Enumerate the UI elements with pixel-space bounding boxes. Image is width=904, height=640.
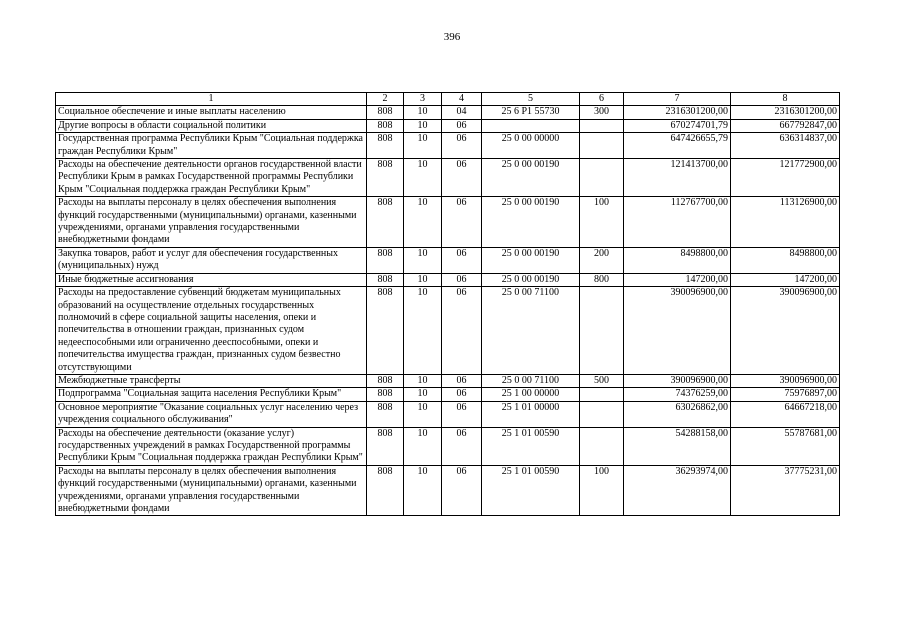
cell-target-article: 25 1 01 00590 bbox=[482, 427, 580, 465]
table-row bbox=[56, 197, 840, 248]
cell-name: Расходы на предоставление субвенций бюджетам муниципальных образований на осуществление отдельных государственных полномочий в сфере социальной защиты населения, опеки и попечительства в отношении граждан, признанных судом недееспособными или ограниченно дееспособными, опеки и попечительства имущества граждан, признанных судом безвестно отсутствующими bbox=[56, 287, 367, 375]
cell-subsection: 06 bbox=[442, 374, 482, 387]
cell-target-article: 25 0 00 00190 bbox=[482, 247, 580, 273]
cell-expense-type bbox=[580, 133, 624, 159]
cell-name: Подпрограмма "Социальная защита населения Республики Крым" bbox=[56, 388, 367, 401]
cell-amount-2024: 64667218,00 bbox=[731, 401, 840, 427]
cell-ministry: 808 bbox=[367, 388, 404, 401]
cell-ministry: 808 bbox=[367, 374, 404, 387]
cell-expense-type: 100 bbox=[580, 197, 624, 248]
cell-name: Основное мероприятие "Оказание социальных услуг населению через учреждения социального обслуживания" bbox=[56, 401, 367, 427]
cell-expense-type bbox=[580, 388, 624, 401]
column-header: 4 bbox=[442, 93, 482, 106]
cell-expense-type: 500 bbox=[580, 374, 624, 387]
cell-section: 10 bbox=[404, 427, 442, 465]
table-row bbox=[56, 273, 840, 286]
cell-amount-2023: 390096900,00 bbox=[624, 374, 731, 387]
budget-table bbox=[55, 92, 840, 516]
cell-expense-type: 100 bbox=[580, 465, 624, 516]
cell-section: 10 bbox=[404, 159, 442, 197]
cell-ministry: 808 bbox=[367, 465, 404, 516]
cell-subsection: 06 bbox=[442, 159, 482, 197]
table-row bbox=[56, 427, 840, 465]
cell-amount-2024: 8498800,00 bbox=[731, 247, 840, 273]
cell-amount-2024: 667792847,00 bbox=[731, 119, 840, 132]
cell-amount-2023: 2316301200,00 bbox=[624, 106, 731, 119]
cell-target-article: 25 1 00 00000 bbox=[482, 388, 580, 401]
table-row bbox=[56, 247, 840, 273]
cell-name: Расходы на обеспечение деятельности органов государственной власти Республики Крым в рамках Государственной программы Республики Крым "Социальная поддержка граждан Республики Крым" bbox=[56, 159, 367, 197]
cell-ministry: 808 bbox=[367, 247, 404, 273]
cell-subsection: 06 bbox=[442, 287, 482, 375]
cell-ministry: 808 bbox=[367, 273, 404, 286]
cell-amount-2023: 670274701,79 bbox=[624, 119, 731, 132]
cell-section: 10 bbox=[404, 287, 442, 375]
cell-ministry: 808 bbox=[367, 197, 404, 248]
cell-ministry: 808 bbox=[367, 427, 404, 465]
cell-subsection: 06 bbox=[442, 133, 482, 159]
table-row bbox=[56, 119, 840, 132]
column-header: 3 bbox=[404, 93, 442, 106]
cell-target-article: 25 0 00 00190 bbox=[482, 273, 580, 286]
cell-amount-2023: 647426655,79 bbox=[624, 133, 731, 159]
table-row bbox=[56, 388, 840, 401]
cell-target-article: 25 6 P1 55730 bbox=[482, 106, 580, 119]
cell-target-article: 25 0 00 00190 bbox=[482, 197, 580, 248]
table-row bbox=[56, 465, 840, 516]
cell-subsection: 06 bbox=[442, 401, 482, 427]
cell-ministry: 808 bbox=[367, 159, 404, 197]
cell-subsection: 06 bbox=[442, 273, 482, 286]
column-header: 6 bbox=[580, 93, 624, 106]
cell-amount-2023: 36293974,00 bbox=[624, 465, 731, 516]
cell-section: 10 bbox=[404, 388, 442, 401]
cell-subsection: 06 bbox=[442, 247, 482, 273]
cell-target-article: 25 0 00 00000 bbox=[482, 133, 580, 159]
cell-section: 10 bbox=[404, 273, 442, 286]
cell-section: 10 bbox=[404, 119, 442, 132]
cell-name: Расходы на обеспечение деятельности (оказание услуг) государственных учреждений в рамках Государственной программы Республики Крым "Социальная поддержка граждан Республики Крым" bbox=[56, 427, 367, 465]
cell-target-article: 25 1 01 00000 bbox=[482, 401, 580, 427]
cell-target-article: 25 0 00 71100 bbox=[482, 374, 580, 387]
cell-name: Социальное обеспечение и иные выплаты населению bbox=[56, 106, 367, 119]
column-header: 7 bbox=[624, 93, 731, 106]
cell-expense-type: 300 bbox=[580, 106, 624, 119]
cell-amount-2024: 2316301200,00 bbox=[731, 106, 840, 119]
cell-amount-2024: 390096900,00 bbox=[731, 374, 840, 387]
cell-expense-type bbox=[580, 119, 624, 132]
cell-name: Иные бюджетные ассигнования bbox=[56, 273, 367, 286]
table-row bbox=[56, 106, 840, 119]
cell-subsection: 04 bbox=[442, 106, 482, 119]
cell-amount-2024: 37775231,00 bbox=[731, 465, 840, 516]
column-header: 1 bbox=[56, 93, 367, 106]
table-header bbox=[56, 93, 840, 106]
cell-amount-2024: 636314837,00 bbox=[731, 133, 840, 159]
cell-subsection: 06 bbox=[442, 119, 482, 132]
cell-expense-type bbox=[580, 287, 624, 375]
table-row bbox=[56, 133, 840, 159]
cell-name: Расходы на выплаты персоналу в целях обеспечения выполнения функций государственными (муниципальными) органами, казенными учреждениями, органами управления государственными внебюджетными фондами bbox=[56, 197, 367, 248]
table-row bbox=[56, 159, 840, 197]
cell-amount-2024: 55787681,00 bbox=[731, 427, 840, 465]
cell-ministry: 808 bbox=[367, 119, 404, 132]
cell-subsection: 06 bbox=[442, 427, 482, 465]
cell-subsection: 06 bbox=[442, 197, 482, 248]
cell-name: Межбюджетные трансферты bbox=[56, 374, 367, 387]
cell-amount-2023: 63026862,00 bbox=[624, 401, 731, 427]
cell-ministry: 808 bbox=[367, 106, 404, 119]
cell-name: Государственная программа Республики Крым "Социальная поддержка граждан Республики Крым" bbox=[56, 133, 367, 159]
cell-section: 10 bbox=[404, 197, 442, 248]
table-row bbox=[56, 287, 840, 375]
cell-expense-type bbox=[580, 159, 624, 197]
column-header: 5 bbox=[482, 93, 580, 106]
cell-target-article: 25 0 00 00190 bbox=[482, 159, 580, 197]
table-body bbox=[56, 106, 840, 516]
cell-ministry: 808 bbox=[367, 133, 404, 159]
cell-amount-2023: 147200,00 bbox=[624, 273, 731, 286]
cell-amount-2023: 8498800,00 bbox=[624, 247, 731, 273]
table-row bbox=[56, 401, 840, 427]
cell-amount-2024: 75976897,00 bbox=[731, 388, 840, 401]
column-header: 8 bbox=[731, 93, 840, 106]
cell-section: 10 bbox=[404, 106, 442, 119]
cell-amount-2023: 112767700,00 bbox=[624, 197, 731, 248]
page-number: 396 bbox=[443, 31, 461, 43]
cell-target-article bbox=[482, 119, 580, 132]
cell-amount-2023: 390096900,00 bbox=[624, 287, 731, 375]
cell-amount-2024: 147200,00 bbox=[731, 273, 840, 286]
cell-section: 10 bbox=[404, 133, 442, 159]
cell-target-article: 25 1 01 00590 bbox=[482, 465, 580, 516]
cell-target-article: 25 0 00 71100 bbox=[482, 287, 580, 375]
header-row bbox=[56, 93, 840, 106]
table-row bbox=[56, 374, 840, 387]
cell-expense-type: 800 bbox=[580, 273, 624, 286]
cell-section: 10 bbox=[404, 465, 442, 516]
cell-subsection: 06 bbox=[442, 465, 482, 516]
cell-expense-type: 200 bbox=[580, 247, 624, 273]
cell-ministry: 808 bbox=[367, 287, 404, 375]
cell-amount-2024: 113126900,00 bbox=[731, 197, 840, 248]
column-header: 2 bbox=[367, 93, 404, 106]
cell-section: 10 bbox=[404, 401, 442, 427]
cell-section: 10 bbox=[404, 247, 442, 273]
cell-section: 10 bbox=[404, 374, 442, 387]
cell-amount-2023: 121413700,00 bbox=[624, 159, 731, 197]
cell-amount-2023: 74376259,00 bbox=[624, 388, 731, 401]
cell-ministry: 808 bbox=[367, 401, 404, 427]
cell-expense-type bbox=[580, 401, 624, 427]
cell-expense-type bbox=[580, 427, 624, 465]
cell-amount-2024: 121772900,00 bbox=[731, 159, 840, 197]
cell-amount-2024: 390096900,00 bbox=[731, 287, 840, 375]
cell-name: Другие вопросы в области социальной политики bbox=[56, 119, 367, 132]
cell-name: Закупка товаров, работ и услуг для обеспечения государственных (муниципальных) нужд bbox=[56, 247, 367, 273]
cell-amount-2023: 54288158,00 bbox=[624, 427, 731, 465]
cell-subsection: 06 bbox=[442, 388, 482, 401]
cell-name: Расходы на выплаты персоналу в целях обеспечения выполнения функций государственными (муниципальными) органами, казенными учреждениями, органами управления государственными внебюджетными фондами bbox=[56, 465, 367, 516]
